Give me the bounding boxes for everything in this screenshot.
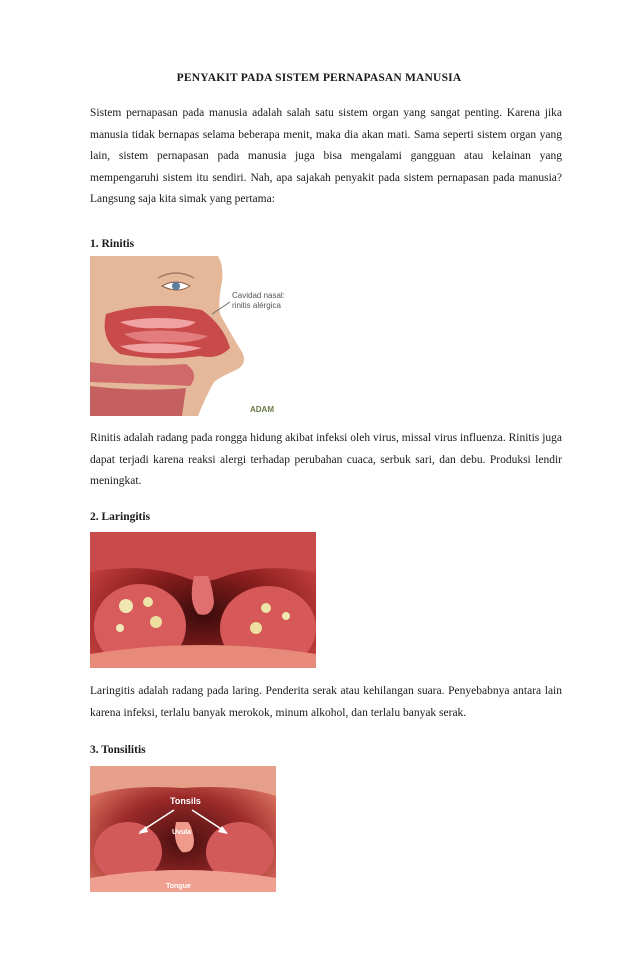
adam-logo: ADAM	[250, 405, 274, 414]
laringitis-photo	[90, 532, 316, 668]
tonsilitis-photo	[90, 766, 276, 892]
rinitis-label-subtitle: rinitis alérgica	[232, 301, 281, 310]
rinitis-illustration	[90, 256, 298, 416]
section-heading-rinitis: 1. Rinitis	[90, 238, 135, 250]
section-heading-tonsilitis: 3. Tonsilitis	[90, 744, 146, 756]
section-heading-laringitis: 2. Laringitis	[90, 511, 151, 523]
rinitis-label-title: Cavidad nasal:	[232, 291, 285, 300]
tongue-label: Tongue	[166, 883, 191, 890]
tonsils-label: Tonsils	[170, 796, 201, 806]
rinitis-paragraph: Rinitis adalah radang pada rongga hidung akibat infeksi oleh virus, missal virus influenza. Rinitis juga dapat terjadi karena reaksi alergi terhadap perubahan cuaca, serbuk sari, dan debu. Produksi lendir meningkat.	[90, 432, 562, 487]
laringitis-paragraph: Laringitis adalah radang pada laring. Penderita serak atau kehilangan suara. Penyebabnya antara lain karena infeksi, terlalu banyak merokok, minum alkohol, dan terlalu banyak serak.	[90, 685, 562, 719]
uvula-label: Uvula	[172, 829, 192, 836]
intro-paragraph: Sistem pernapasan pada manusia adalah salah satu sistem organ yang sangat penting. Karena jika manusia tidak bernapas selama beberapa menit, maka dia akan mati. Sama seperti sistem organ yang lain, sistem pernapasan pada manusia juga bisa mengalami gangguan atau kelainan yang mempengaruhi sistem itu sendiri. Nah, apa sajakah penyakit pada sistem pernapasan pada manusia? Langsung saja kita simak yang pertama:	[90, 107, 562, 205]
document-title: PENYAKIT PADA SISTEM PERNAPASAN MANUSIA	[176, 72, 462, 84]
